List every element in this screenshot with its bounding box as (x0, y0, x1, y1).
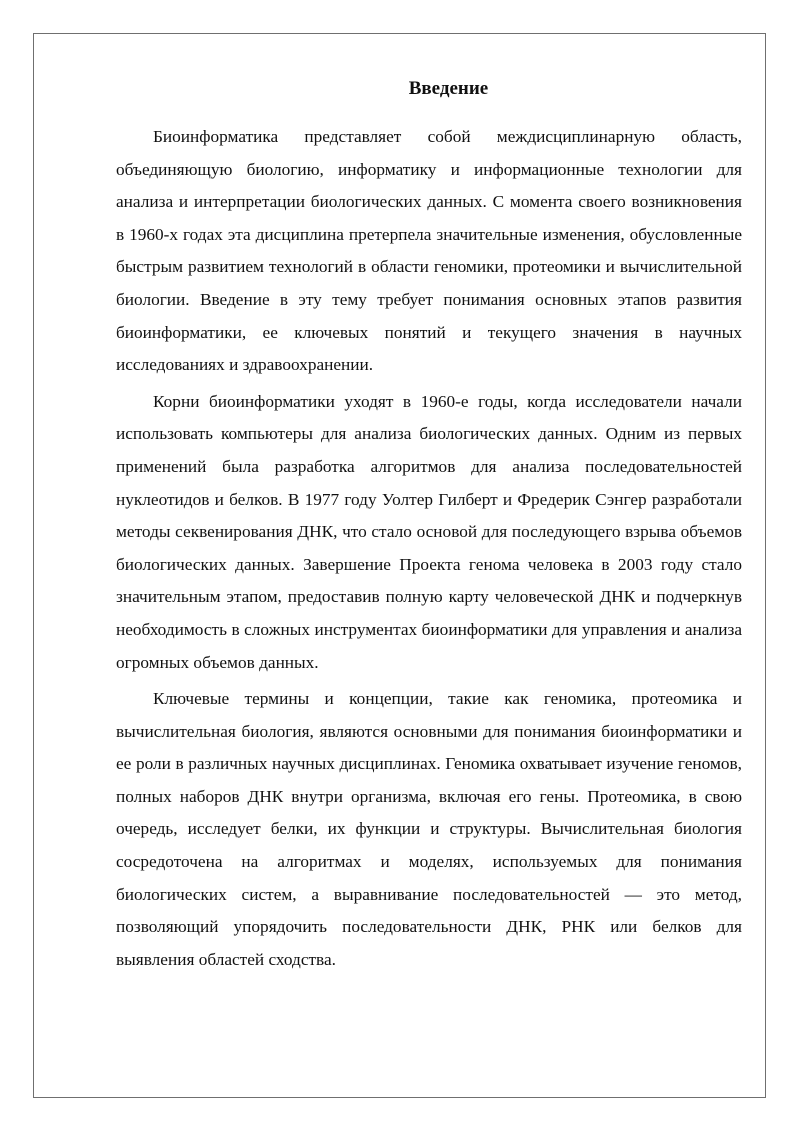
paragraph-3: Ключевые термины и концепции, такие как геномика, протеомика и вычислительная биология, являются основными для понимания биоинформатики и ее роли в различных научных дисциплинах. Геномика охватывает изучение геномов, полных наборов ДНК внутри организма, включая его гены. Протеомика, в свою очередь, исследует белки, их функции и структуры. Вычислительная биология сосредоточена на алгоритмах и моделях, используемых для понимания биологических систем, а выравнивание последовательностей — это метод, позволяющий упорядочить последовательности ДНК, РНК или белков для выявления областей сходства. (116, 689, 742, 969)
paragraph-2: Корни биоинформатики уходят в 1960-е годы, когда исследователи начали использовать компьютеры для анализа биологических данных. Одним из первых применений была разработка алгоритмов для анализа последовательностей нуклеотидов и белков. В 1977 году Уолтер Гилберт и Фредерик Сэнгер разработали методы секвенирования ДНК, что стало основой для последующего взрыва объемов биологических данных. Завершение Проекта генома человека в 2003 году стало значительным этапом, предоставив полную карту человеческой ДНК и подчеркнув необходимость в сложных инструментах биоинформатики для управления и анализа огромных объемов данных. (116, 391, 742, 672)
document-body (116, 76, 742, 980)
document-title: Введение (408, 78, 489, 99)
paragraph-1: Биоинформатика представляет собой междисциплинарную область, объединяющую биологию, информатику и информационные технологии для анализа и интерпретации биологических данных. С момента своего возникновения в 1960-х годах эта дисциплина претерпела значительные изменения, обусловленные быстрым развитием технологий в области геномики, протеомики и вычислительной биологии. Введение в эту тему требует понимания основных этапов развития биоинформатики, ее ключевых понятий и текущего значения в научных исследованиях и здравоохранении. (116, 127, 742, 375)
